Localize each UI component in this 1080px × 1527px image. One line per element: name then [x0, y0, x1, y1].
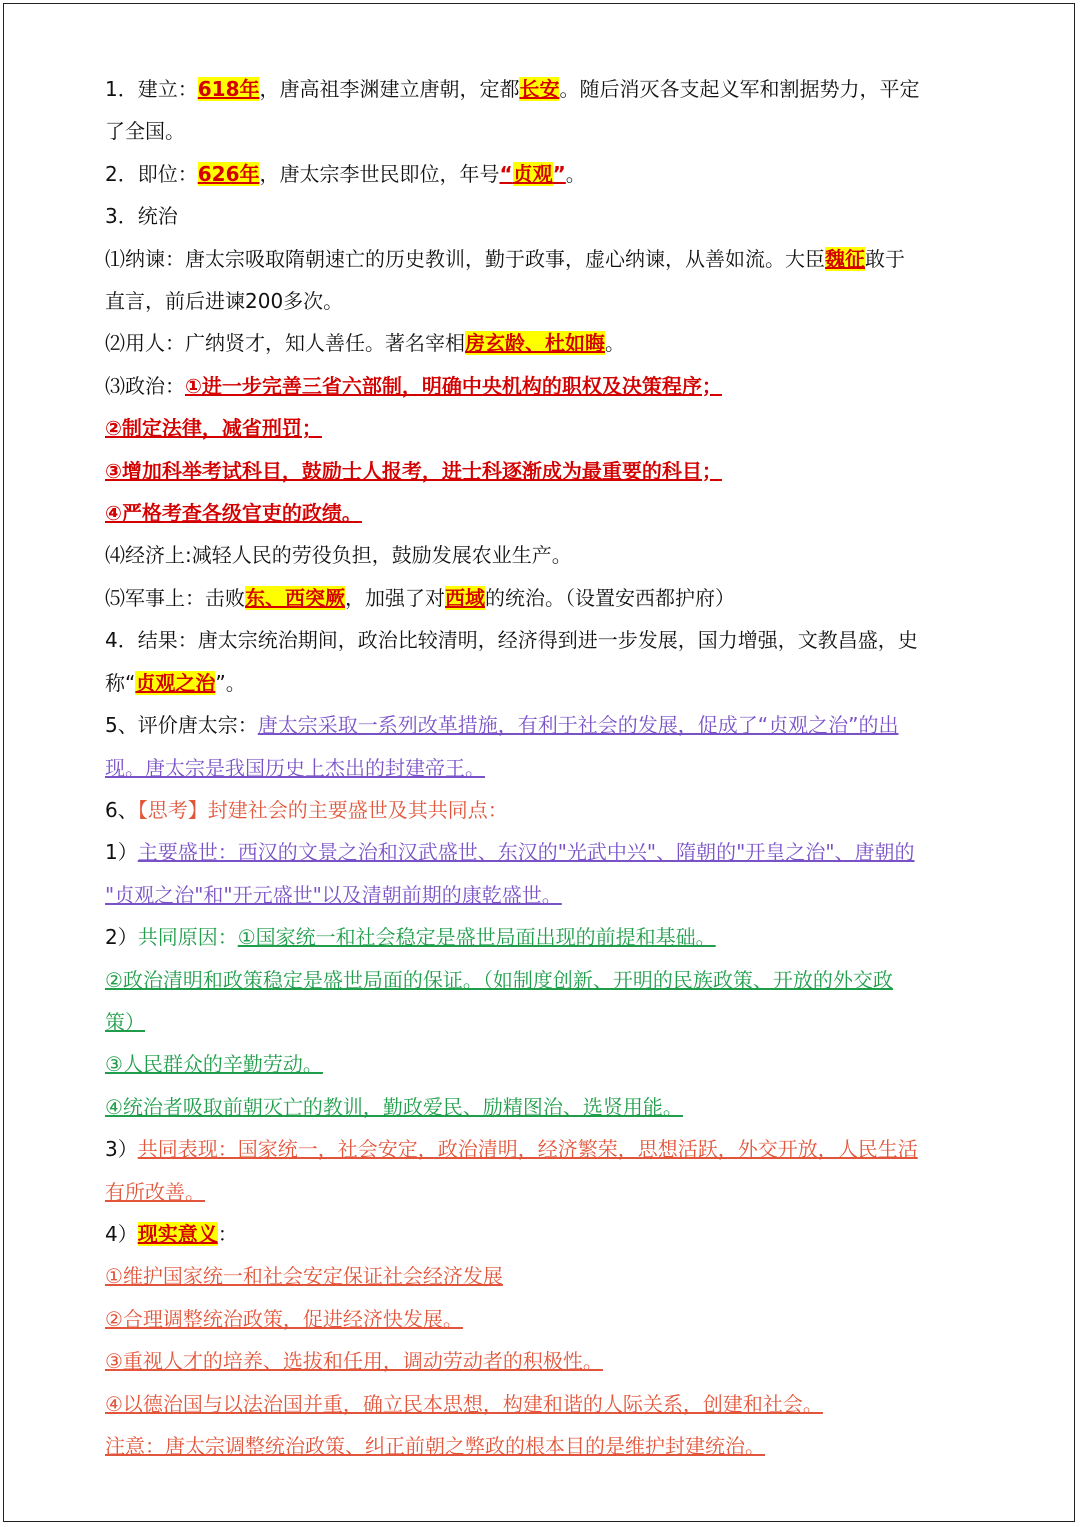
line-28: 4）现实意义：	[105, 1221, 238, 1246]
line-11: ④严格考查各级官吏的政绩。	[105, 501, 362, 526]
line-2: 了全国。	[105, 119, 185, 144]
line-31: ③重视人才的培养、选拔和任用，调动劳动者的积极性。	[105, 1349, 603, 1374]
highlight-changan: 长安	[519, 77, 560, 101]
line-17: 现。唐太宗是我国历史上杰出的封建帝王。	[105, 755, 485, 780]
highlight-626: 626年	[197, 161, 260, 186]
line-21: 2）共同原因：①国家统一和社会稳定是盛世局面出现的前提和基础。	[105, 925, 716, 950]
line-5: ⑴纳谏：唐太宗吸取隋朝速亡的历史教训，勤于政事，虚心纳谏，从善如流。大臣魏征敢于	[105, 246, 905, 271]
notes-body	[105, 68, 995, 1467]
line-13: ⑸军事上：击败东、西突厥，加强了对西域的统治。（设置安西都护府）	[105, 585, 735, 610]
line-30: ②合理调整统治政策，促进经济快发展。	[105, 1306, 463, 1331]
line-18: 6、【思考】封建社会的主要盛世及其共同点：	[105, 797, 508, 822]
highlight-zhenguan: 贞观	[512, 161, 553, 186]
line-12: ⑷经济上:减轻人民的劳役负担，鼓励发展农业生产。	[105, 543, 572, 568]
highlight-zhenguanzhizhi: 贞观之治	[135, 670, 216, 695]
highlight-tujue: 东、西突厥	[245, 585, 345, 610]
line-29: ①维护国家统一和社会安定保证社会经济发展	[105, 1264, 503, 1289]
line-9: ②制定法律，减省刑罚；	[105, 416, 322, 441]
line-16: 5、评价唐太宗：唐太宗采取一系列改革措施，有利于社会的发展，促成了“贞观之治”的出	[105, 713, 899, 738]
line-8: ⑶政治：①进一步完善三省六部制，明确中央机构的职权及决策程序；	[105, 373, 722, 398]
line-6: 直言，前后进谏200多次。	[105, 289, 344, 314]
highlight-618: 618年	[197, 77, 260, 101]
line-32: ④以德治国与以法治国并重，确立民本思想，构建和谐的人际关系，创建和社会。	[105, 1391, 823, 1416]
line-20: "贞观之治"和"开元盛世"以及清朝前期的康乾盛世。	[105, 882, 562, 907]
highlight-ministers: 房玄龄、杜如晦	[465, 331, 605, 356]
line-22: ②政治清明和政策稳定是盛世局面的保证。（如制度创新、开明的民族政策、开放的外交政	[105, 967, 893, 992]
line-4: 3．统治	[105, 204, 178, 229]
line-25: ④统治者吸取前朝灭亡的教训，勤政爱民、励精图治、选贤用能。	[105, 1094, 683, 1119]
highlight-significance: 现实意义	[137, 1221, 218, 1246]
line-19: 1）主要盛世：西汉的文景之治和汉武盛世、东汉的"光武中兴"、隋朝的"开皇之治"、唐朝的	[105, 840, 915, 865]
line-1: 1．建立：618年，唐高祖李渊建立唐朝，定都长安。随后消灭各支起义军和割据势力，平定	[105, 77, 920, 101]
line-15: 称“贞观之治”。	[105, 670, 246, 695]
line-3: 2．即位：626年，唐太宗李世民即位，年号“贞观”。	[105, 161, 586, 186]
line-10: ③增加科举考试科目，鼓励士人报考，进士科逐渐成为最重要的科目；	[105, 458, 722, 483]
document-page	[3, 3, 1075, 1522]
highlight-xiyu: 西域	[445, 585, 485, 610]
line-24: ③人民群众的辛勤劳动。	[105, 1052, 323, 1077]
line-14: 4．结果：唐太宗统治期间，政治比较清明，经济得到进一步发展，国力增强，文教昌盛，史	[105, 628, 918, 653]
line-23: 策）	[105, 1009, 145, 1034]
line-33: 注意：唐太宗调整统治政策、纠正前朝之弊政的根本目的是维护封建统治。	[105, 1434, 765, 1458]
line-26: 3）共同表现：国家统一，社会安定，政治清明，经济繁荣，思想活跃，外交开放，人民生活	[105, 1137, 918, 1162]
highlight-weizheng: 魏征	[825, 246, 865, 271]
line-27: 有所改善。	[105, 1179, 205, 1204]
line-7: ⑵用人：广纳贤才，知人善任。著名宰相房玄龄、杜如晦。	[105, 331, 625, 356]
